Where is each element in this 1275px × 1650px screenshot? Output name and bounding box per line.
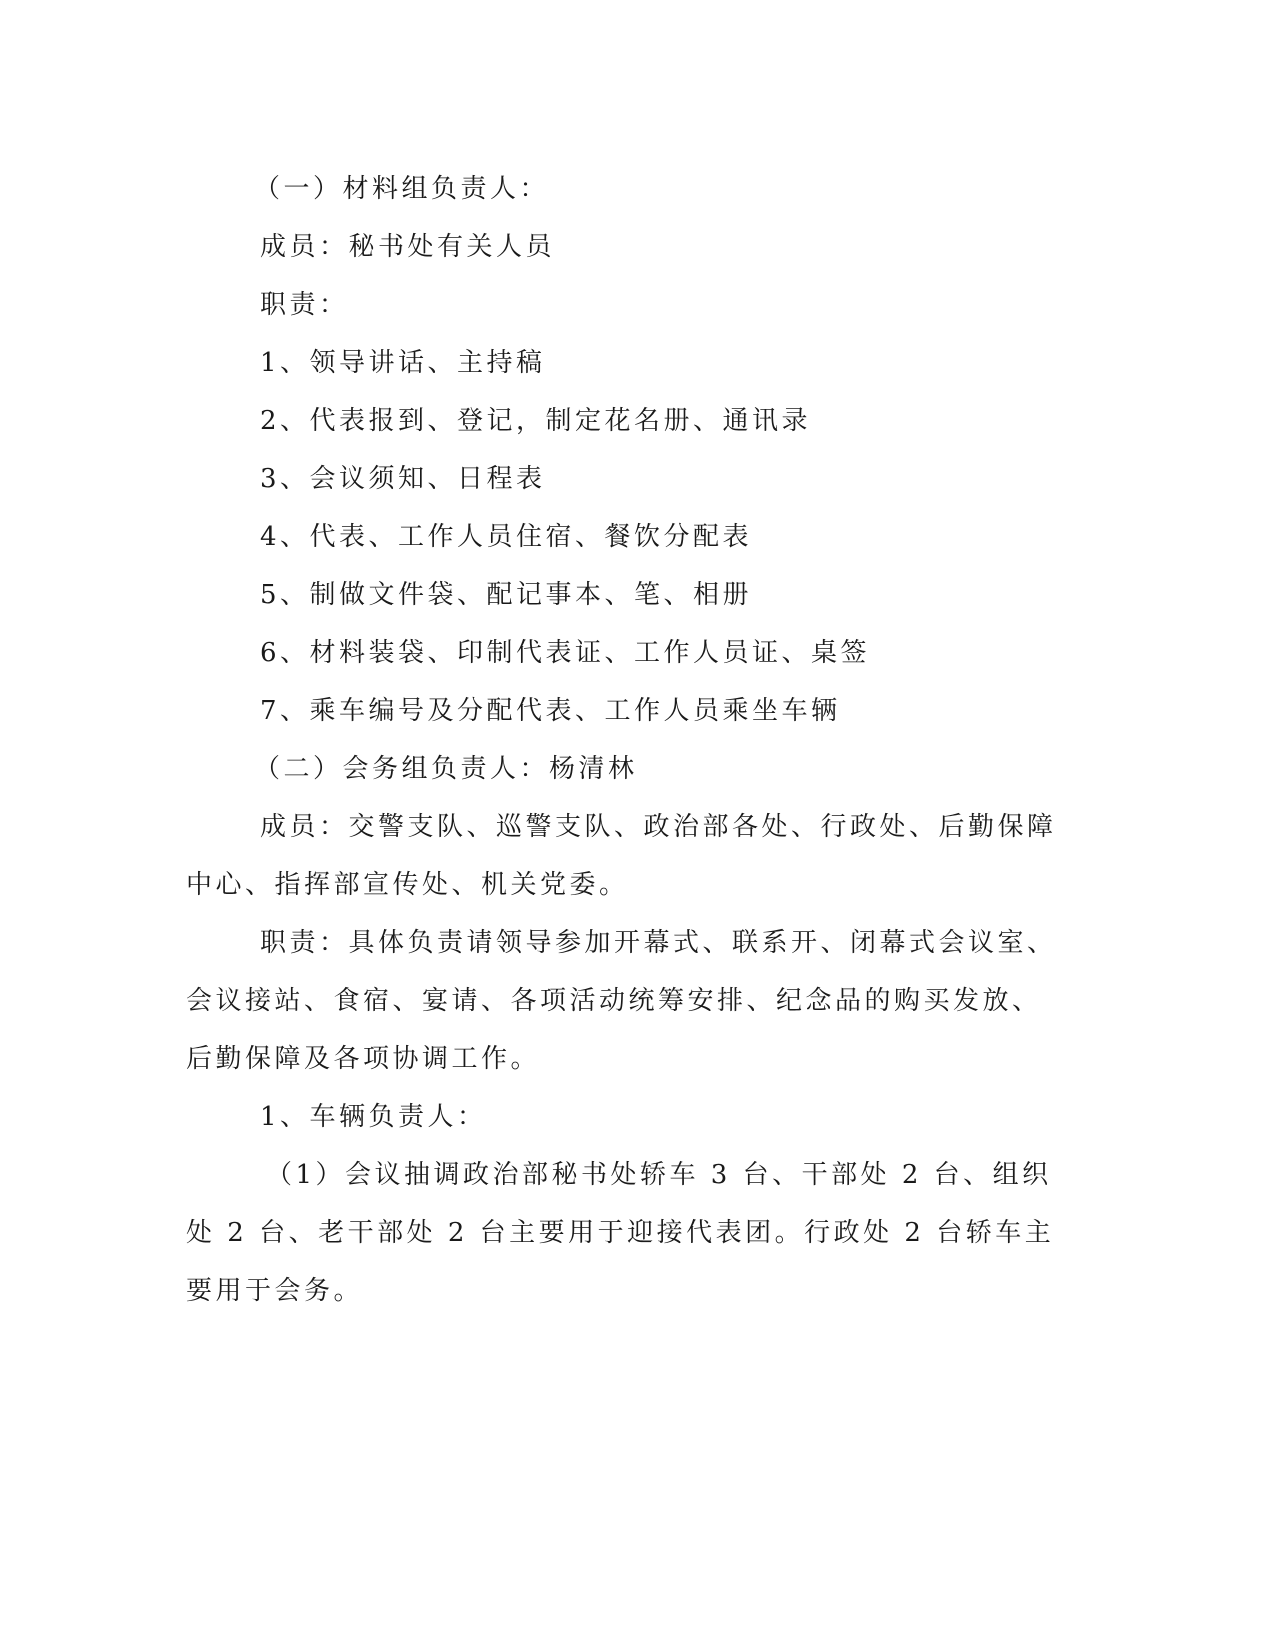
list-item: 5、制做文件袋、配记事本、笔、相册 (260, 580, 753, 610)
list-item: 3、会议须知、日程表 (260, 464, 546, 494)
paragraph-affairs-duties: 职责：具体负责请领导参加开幕式、联系开、闭幕式会议室、会议接站、食宿、宴请、各项活动统筹安排、纪念品的购买发放、后勤保障及各项协调工作。 (186, 928, 1057, 1074)
paragraph-members: 成员：秘书处有关人员 (260, 232, 556, 262)
section-heading-affairs: （二）会务组负责人：杨清林 (254, 754, 638, 784)
list-item: 2、代表报到、登记，制定花名册、通讯录 (260, 406, 812, 436)
list-item: 1、领导讲话、主持稿 (260, 348, 546, 378)
list-item: 4、代表、工作人员住宿、餐饮分配表 (260, 522, 753, 552)
section-heading-materials: （一）材料组负责人： (254, 174, 550, 204)
paragraph-vehicles-detail: （1）会议抽调政治部秘书处轿车 3 台、干部处 2 台、组织处 2 台、老干部处 2 台主要用于迎接代表团。行政处 2 台轿车主要用于会务。 (186, 1160, 1055, 1306)
paragraph-vehicles-heading: 1、车辆负责人： (260, 1102, 487, 1132)
list-item: 6、材料装袋、印制代表证、工作人员证、桌签 (260, 638, 871, 668)
document-body (186, 160, 1066, 1320)
paragraph-affairs-members: 成员：交警支队、巡警支队、政治部各处、行政处、后勤保障中心、指挥部宣传处、机关党委。 (186, 812, 1057, 900)
paragraph-duties-label: 职责： (260, 290, 349, 320)
list-item: 7、乘车编号及分配代表、工作人员乘坐车辆 (260, 696, 841, 726)
